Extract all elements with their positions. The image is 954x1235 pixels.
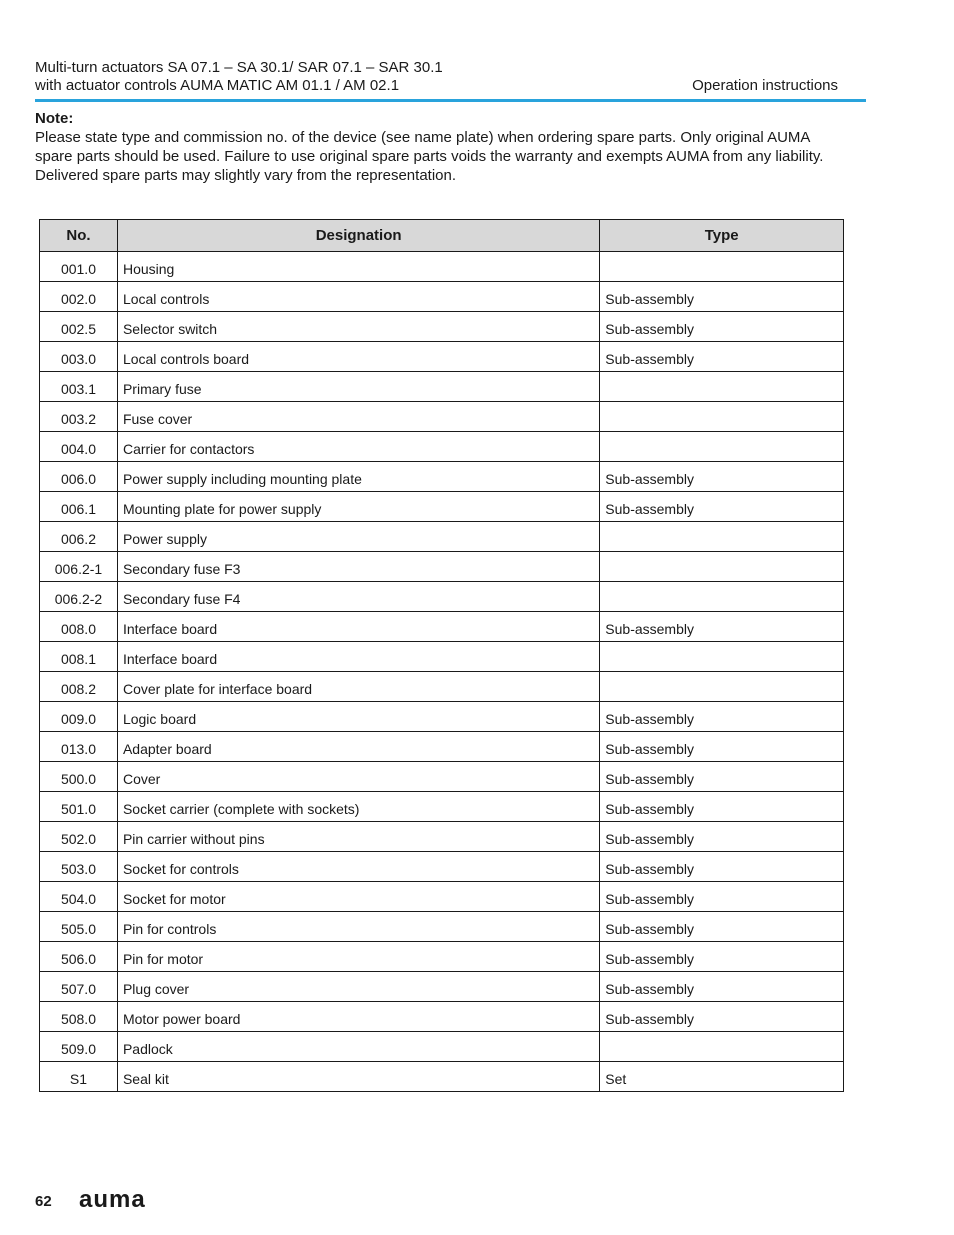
- cell-designation: Pin for controls: [117, 912, 599, 942]
- note-text-line-1: Please state type and commission no. of the device (see name plate) when ordering spare parts. Only original AUMA: [35, 129, 811, 146]
- cell-designation: Carrier for contactors: [117, 432, 599, 462]
- cell-no: 508.0: [40, 1002, 118, 1032]
- cell-no: 503.0: [40, 852, 118, 882]
- table-row: [40, 792, 844, 822]
- column-header-type: Type: [600, 220, 844, 252]
- cell-type: Sub-assembly: [600, 942, 844, 972]
- cell-designation: Secondary fuse F4: [117, 582, 599, 612]
- cell-designation: Local controls board: [117, 342, 599, 372]
- cell-no: 507.0: [40, 972, 118, 1002]
- cell-type: Sub-assembly: [600, 792, 844, 822]
- cell-no: 009.0: [40, 702, 118, 732]
- cell-designation: Logic board: [117, 702, 599, 732]
- cell-type: [600, 642, 844, 672]
- cell-type: [600, 1032, 844, 1062]
- table-row: [40, 252, 844, 282]
- cell-designation: Local controls: [117, 282, 599, 312]
- cell-no: 006.2: [40, 522, 118, 552]
- table-row: [40, 942, 844, 972]
- cell-no: 003.1: [40, 372, 118, 402]
- cell-designation: Seal kit: [117, 1062, 599, 1092]
- cell-type: Sub-assembly: [600, 342, 844, 372]
- cell-type: [600, 252, 844, 282]
- page-header: [35, 59, 866, 95]
- table-row: [40, 1002, 844, 1032]
- cell-no: 504.0: [40, 882, 118, 912]
- cell-no: 013.0: [40, 732, 118, 762]
- cell-type: [600, 522, 844, 552]
- cell-type: [600, 402, 844, 432]
- cell-type: Sub-assembly: [600, 852, 844, 882]
- cell-designation: Interface board: [117, 642, 599, 672]
- cell-no: 002.0: [40, 282, 118, 312]
- header-title-line-1: Multi-turn actuators SA 07.1 – SA 30.1/ SAR 07.1 – SAR 30.1: [35, 59, 443, 76]
- cell-no: 006.0: [40, 462, 118, 492]
- table-row: [40, 312, 844, 342]
- table-row: [40, 402, 844, 432]
- cell-designation: Plug cover: [117, 972, 599, 1002]
- table-row: [40, 672, 844, 702]
- auma-logo-icon: [79, 1189, 153, 1211]
- page-number: 62: [35, 1193, 52, 1210]
- table-row: [40, 492, 844, 522]
- table-row: [40, 552, 844, 582]
- table-row: [40, 822, 844, 852]
- note-text-line-3: Delivered spare parts may slightly vary from the representation.: [35, 167, 457, 184]
- cell-no: 002.5: [40, 312, 118, 342]
- cell-type: Sub-assembly: [600, 462, 844, 492]
- cell-designation: Secondary fuse F3: [117, 552, 599, 582]
- header-document-type: Operation instructions: [692, 77, 838, 94]
- note-title: Note:: [35, 110, 74, 127]
- cell-type: Sub-assembly: [600, 732, 844, 762]
- column-header-designation: Designation: [117, 220, 599, 252]
- cell-type: Sub-assembly: [600, 612, 844, 642]
- cell-type: Sub-assembly: [600, 822, 844, 852]
- cell-type: Sub-assembly: [600, 702, 844, 732]
- table-body: [40, 252, 844, 1092]
- cell-type: Sub-assembly: [600, 882, 844, 912]
- auma-logo-text: auma: [79, 1189, 146, 1211]
- table-row: [40, 972, 844, 1002]
- cell-designation: Pin carrier without pins: [117, 822, 599, 852]
- cell-type: Sub-assembly: [600, 972, 844, 1002]
- table-row: [40, 702, 844, 732]
- table-row: [40, 882, 844, 912]
- cell-designation: Adapter board: [117, 732, 599, 762]
- cell-designation: Power supply: [117, 522, 599, 552]
- cell-designation: Socket for controls: [117, 852, 599, 882]
- cell-no: 008.1: [40, 642, 118, 672]
- cell-designation: Selector switch: [117, 312, 599, 342]
- cell-designation: Motor power board: [117, 1002, 599, 1032]
- cell-no: 003.0: [40, 342, 118, 372]
- cell-designation: Padlock: [117, 1032, 599, 1062]
- cell-no: S1: [40, 1062, 118, 1092]
- table-row: [40, 462, 844, 492]
- cell-designation: Power supply including mounting plate: [117, 462, 599, 492]
- cell-type: Sub-assembly: [600, 912, 844, 942]
- table-row: [40, 432, 844, 462]
- cell-no: 008.0: [40, 612, 118, 642]
- table-row: [40, 342, 844, 372]
- cell-no: 006.2-2: [40, 582, 118, 612]
- table-row: [40, 372, 844, 402]
- cell-type: Sub-assembly: [600, 762, 844, 792]
- cell-no: 006.2-1: [40, 552, 118, 582]
- table-row: [40, 1062, 844, 1092]
- auma-logo: [79, 1189, 153, 1216]
- table-row: [40, 852, 844, 882]
- cell-no: 004.0: [40, 432, 118, 462]
- cell-no: 500.0: [40, 762, 118, 792]
- cell-designation: Cover plate for interface board: [117, 672, 599, 702]
- table-row: [40, 732, 844, 762]
- cell-designation: Primary fuse: [117, 372, 599, 402]
- cell-type: [600, 672, 844, 702]
- note-text-line-2: spare parts should be used. Failure to use original spare parts voids the warranty and exempts AUMA from any liability.: [35, 148, 824, 165]
- note-block: [35, 109, 865, 185]
- cell-no: 509.0: [40, 1032, 118, 1062]
- cell-no: 506.0: [40, 942, 118, 972]
- cell-designation: Socket for motor: [117, 882, 599, 912]
- cell-designation: Socket carrier (complete with sockets): [117, 792, 599, 822]
- table-row: [40, 612, 844, 642]
- cell-no: 505.0: [40, 912, 118, 942]
- header-title-line-2: with actuator controls AUMA MATIC AM 01.1 / AM 02.1: [35, 77, 400, 94]
- cell-designation: Housing: [117, 252, 599, 282]
- cell-no: 008.2: [40, 672, 118, 702]
- table-row: [40, 762, 844, 792]
- cell-designation: Mounting plate for power supply: [117, 492, 599, 522]
- cell-designation: Cover: [117, 762, 599, 792]
- cell-type: Sub-assembly: [600, 1002, 844, 1032]
- cell-type: [600, 552, 844, 582]
- cell-no: 501.0: [40, 792, 118, 822]
- table-row: [40, 522, 844, 552]
- table-row: [40, 1032, 844, 1062]
- cell-designation: Pin for motor: [117, 942, 599, 972]
- cell-no: 003.2: [40, 402, 118, 432]
- table-row: [40, 282, 844, 312]
- cell-type: [600, 372, 844, 402]
- cell-type: Set: [600, 1062, 844, 1092]
- cell-designation: Fuse cover: [117, 402, 599, 432]
- cell-type: [600, 432, 844, 462]
- header-rule: [35, 99, 866, 102]
- cell-type: Sub-assembly: [600, 492, 844, 522]
- cell-no: 502.0: [40, 822, 118, 852]
- spare-parts-table: [39, 219, 844, 1092]
- table-row: [40, 582, 844, 612]
- cell-type: Sub-assembly: [600, 312, 844, 342]
- table-row: [40, 642, 844, 672]
- column-header-no: No.: [40, 220, 118, 252]
- cell-no: 001.0: [40, 252, 118, 282]
- cell-type: [600, 582, 844, 612]
- table-row: [40, 912, 844, 942]
- cell-no: 006.1: [40, 492, 118, 522]
- cell-type: Sub-assembly: [600, 282, 844, 312]
- table-header-row: [40, 220, 844, 252]
- cell-designation: Interface board: [117, 612, 599, 642]
